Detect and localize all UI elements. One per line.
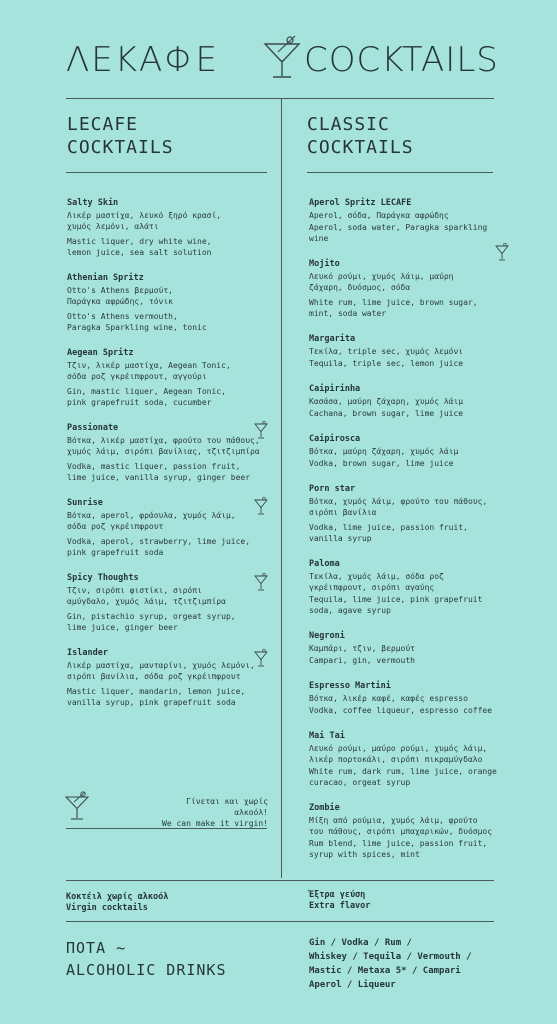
cocktail-name: Athenian Spritz xyxy=(67,273,144,283)
cocktail-ingredients-english: Campari, gin, vermouth xyxy=(309,656,415,665)
cocktail-name: Caipirosca xyxy=(309,434,361,444)
cocktail-ingredients-greek: Βότκα, χυμός λάιμ, φρούτο του πάθους, σιρόπι βανίλια xyxy=(309,497,488,517)
list-item xyxy=(309,258,499,319)
list-item xyxy=(309,333,499,369)
divider xyxy=(66,880,494,881)
cocktail-ingredients-english: Tequila, triple sec, lemon juice xyxy=(309,359,464,368)
cocktail-ingredients-english: Vodka, lime juice, passion fruit, vanilla syrup xyxy=(309,523,468,543)
cocktail-ingredients-english: Vodka, aperol, strawberry, lime juice, pink grapefruit soda xyxy=(67,537,251,557)
list-item xyxy=(67,197,282,258)
cocktail-name: Spicy Thoughts xyxy=(67,573,139,583)
page-title: COCKTAILS xyxy=(304,40,499,80)
cocktail-ingredients-greek: Aperol, σόδα, Παράγκα αφρώδης xyxy=(309,211,449,220)
cocktail-ingredients-english: Otto's Athens vermouth, Paragka Sparkling wine, tonic xyxy=(67,312,207,332)
cocktail-ingredients-english: Mastic liquer, mandarin, lemon juice, vanilla syrup, pink grapefruit soda xyxy=(67,687,246,707)
cocktail-glass-icon xyxy=(64,790,90,822)
cocktail-glass-icon xyxy=(254,648,268,668)
cocktail-name: Paloma xyxy=(309,559,340,569)
drinks-line: Mastic / Metaxa 5* / Campari xyxy=(309,966,461,976)
cocktail-name: Mojito xyxy=(309,259,340,269)
cocktail-ingredients-english: Rum blend, lime juice, passion fruit, syrup with spices, mint xyxy=(309,839,488,859)
cocktail-ingredients-english: White rum, dark rum, lime juice, orange curacao, orgeat syrup xyxy=(309,767,497,787)
cocktail-ingredients-greek: Λευκό ρούμι, χυμός λάιμ, μαύρη ζάχαρη, δυόσμος, σόδα xyxy=(309,272,454,292)
cocktail-ingredients-greek: Λευκό ρούμι, μαύρο ρούμι, χυμός λάιμ, λικέρ πορτοκάλι, σιρόπι πικραμύγδαλο xyxy=(309,744,488,764)
cocktail-ingredients-english: Vodka, brown sugar, lime juice xyxy=(309,459,454,468)
list-item xyxy=(67,422,282,483)
divider xyxy=(66,172,267,173)
divider xyxy=(307,172,493,173)
cocktail-ingredients-greek: Καμπάρι, τζιν, βερμούτ xyxy=(309,644,415,653)
cocktail-name: Salty Skin xyxy=(67,198,119,208)
cocktail-ingredients-greek: Τζιν, λικέρ μαστίχα, Aegean Tonic, σόδα ροζ γκρέιπφρουτ, αγγούρι xyxy=(67,361,231,381)
list-item xyxy=(309,802,499,860)
cocktail-ingredients-greek: Βότκα, λικέρ μαστίχα, φρούτο του πάθους, χυμός λάιμ, σιρόπι βανίλιας, τζιτζιμπίρα xyxy=(67,436,260,456)
virgin-cocktails-greek: Κοκτέιλ χωρίς αλκοόλ xyxy=(66,892,169,902)
cocktail-ingredients-english: Tequila, lime juice, pink grapefruit soda, agave syrup xyxy=(309,595,483,615)
alcoholic-drinks-title: ΠΟΤΑ ~ ALCOHOLIC DRINKS xyxy=(66,939,227,979)
cocktail-glass-icon xyxy=(254,420,268,440)
cocktail-ingredients-english: Gin, pistachio syrup, orgeat syrup, lime juice, ginger beer xyxy=(67,612,236,632)
cocktail-ingredients-greek: Otto's Athens βερμούτ, Παράγκα αφρώδης, τόνικ xyxy=(67,286,173,306)
cocktail-ingredients-greek: Τεκίλα, χυμός λάιμ, σόδα ροζ γκρέιπφρουτ, σιρόπι αγαύης xyxy=(309,572,444,592)
cocktail-ingredients-english: Aperol, soda water, Paragka sparkling wine xyxy=(309,223,488,243)
virgin-cocktails-label xyxy=(66,892,168,914)
alcoholic-drinks-list xyxy=(309,936,509,992)
list-item xyxy=(67,647,282,708)
cocktail-name: Porn star xyxy=(309,484,356,494)
list-item xyxy=(309,483,499,544)
list-item xyxy=(309,558,499,616)
cocktail-ingredients-english: Cachana, brown sugar, lime juice xyxy=(309,409,464,418)
drinks-line: Whiskey / Tequila / Vermouth / xyxy=(309,952,472,962)
cocktail-name: Espresso Martini xyxy=(309,681,391,691)
cocktail-ingredients-greek: Λικέρ μαστίχα, λευκό ξηρό κρασί, χυμός λεμόνι, αλάτι xyxy=(67,211,222,231)
cocktail-name: Negroni xyxy=(309,631,345,641)
cocktail-name: Sunrise xyxy=(67,498,103,508)
list-item xyxy=(67,347,282,408)
virgin-note xyxy=(150,796,268,829)
cocktail-ingredients-greek: Τζιν, σιρόπι φιστίκι, σιρόπι αμύγδαλο, χυμός λάιμ, τζιτζιμπίρα xyxy=(67,586,226,606)
classic-cocktails-list xyxy=(309,197,499,874)
virgin-cocktails-english: Virgin cocktails xyxy=(66,903,148,913)
divider xyxy=(66,98,494,99)
lecafe-cocktails-list xyxy=(67,197,282,722)
virgin-note-english: We can make it virgin! xyxy=(162,819,268,828)
drinks-line: Gin / Vodka / Rum / xyxy=(309,938,412,948)
list-item xyxy=(309,680,499,716)
list-item xyxy=(309,433,499,469)
virgin-note-greek: Γίνεται και χωρίς αλκοόλ! xyxy=(186,797,268,817)
list-item xyxy=(309,197,499,244)
cocktail-ingredients-greek: Βότκα, μαύρη ζάχαρη, χυμός λάιμ xyxy=(309,447,459,456)
list-item xyxy=(309,630,499,666)
divider xyxy=(66,828,267,829)
list-item xyxy=(309,383,499,419)
cocktail-ingredients-english: Vodka, coffee liqueur, espresso coffee xyxy=(309,706,493,715)
cocktail-name: Islander xyxy=(67,648,108,658)
cocktail-glass-icon xyxy=(262,34,302,82)
cocktail-name: Mai Tai xyxy=(309,731,345,741)
cocktail-name: Caipirinha xyxy=(309,384,361,394)
cocktail-ingredients-greek: Βότκα, λικέρ καφέ, καφές espresso xyxy=(309,694,468,703)
cocktail-ingredients-greek: Κασάσα, μαύρη ζάχαρη, χυμός λάιμ xyxy=(309,397,464,406)
list-item xyxy=(309,730,499,788)
cocktail-ingredients-english: White rum, lime juice, brown sugar, mint, soda water xyxy=(309,298,478,318)
section-title-classic: CLASSIC COCKTAILS xyxy=(307,114,414,158)
cocktail-ingredients-english: Mastic liquer, dry white wine, lemon juice, sea salt solution xyxy=(67,237,212,257)
cocktail-name: Aperol Spritz LECAFE xyxy=(309,198,412,208)
cocktail-ingredients-greek: Βότκα, aperol, φράουλα, χυμός λάιμ, σόδα ροζ γκρέιπφρουτ xyxy=(67,511,236,531)
cocktail-ingredients-english: Gin, mastic liquer, Aegean Tonic, pink grapefruit soda, cucumber xyxy=(67,387,226,407)
cocktail-name: Zombie xyxy=(309,803,340,813)
list-item xyxy=(67,497,282,558)
cocktail-ingredients-greek: Τεκίλα, triple sec, χυμός λεμόνι xyxy=(309,347,464,356)
list-item xyxy=(67,272,282,333)
drinks-line: Aperol / Liqueur xyxy=(309,980,396,990)
cocktail-glass-icon xyxy=(254,496,268,516)
cocktail-glass-icon xyxy=(254,572,268,592)
cocktail-ingredients-english: Vodka, mastic liquer, passion fruit, lime juice, vanilla syrup, ginger beer xyxy=(67,462,251,482)
brand-logo: ΛΕΚΑΦΕ xyxy=(66,40,220,80)
extra-flavor-greek: Έξτρα γεύση xyxy=(309,890,366,900)
divider xyxy=(66,921,494,922)
cocktail-name: Aegean Spritz xyxy=(67,348,134,358)
list-item xyxy=(67,572,282,633)
cocktail-ingredients-greek: Λικέρ μαστίχα, μανταρίνι, χυμός λεμόνι, σιρόπι βανίλια, σόδα ροζ γκρέιπφρουτ xyxy=(67,661,255,681)
cocktail-name: Passionate xyxy=(67,423,119,433)
extra-flavor-label xyxy=(309,890,370,912)
cocktail-ingredients-greek: Μίξη από ρούμια, χυμός λάιμ, φρούτο του πάθους, σιρόπι μπαχαρικών, δυόσμος xyxy=(309,816,493,836)
section-title-lecafe: LECAFE COCKTAILS xyxy=(67,114,174,158)
extra-flavor-english: Extra flavor xyxy=(309,901,371,911)
cocktail-name: Margarita xyxy=(309,334,356,344)
